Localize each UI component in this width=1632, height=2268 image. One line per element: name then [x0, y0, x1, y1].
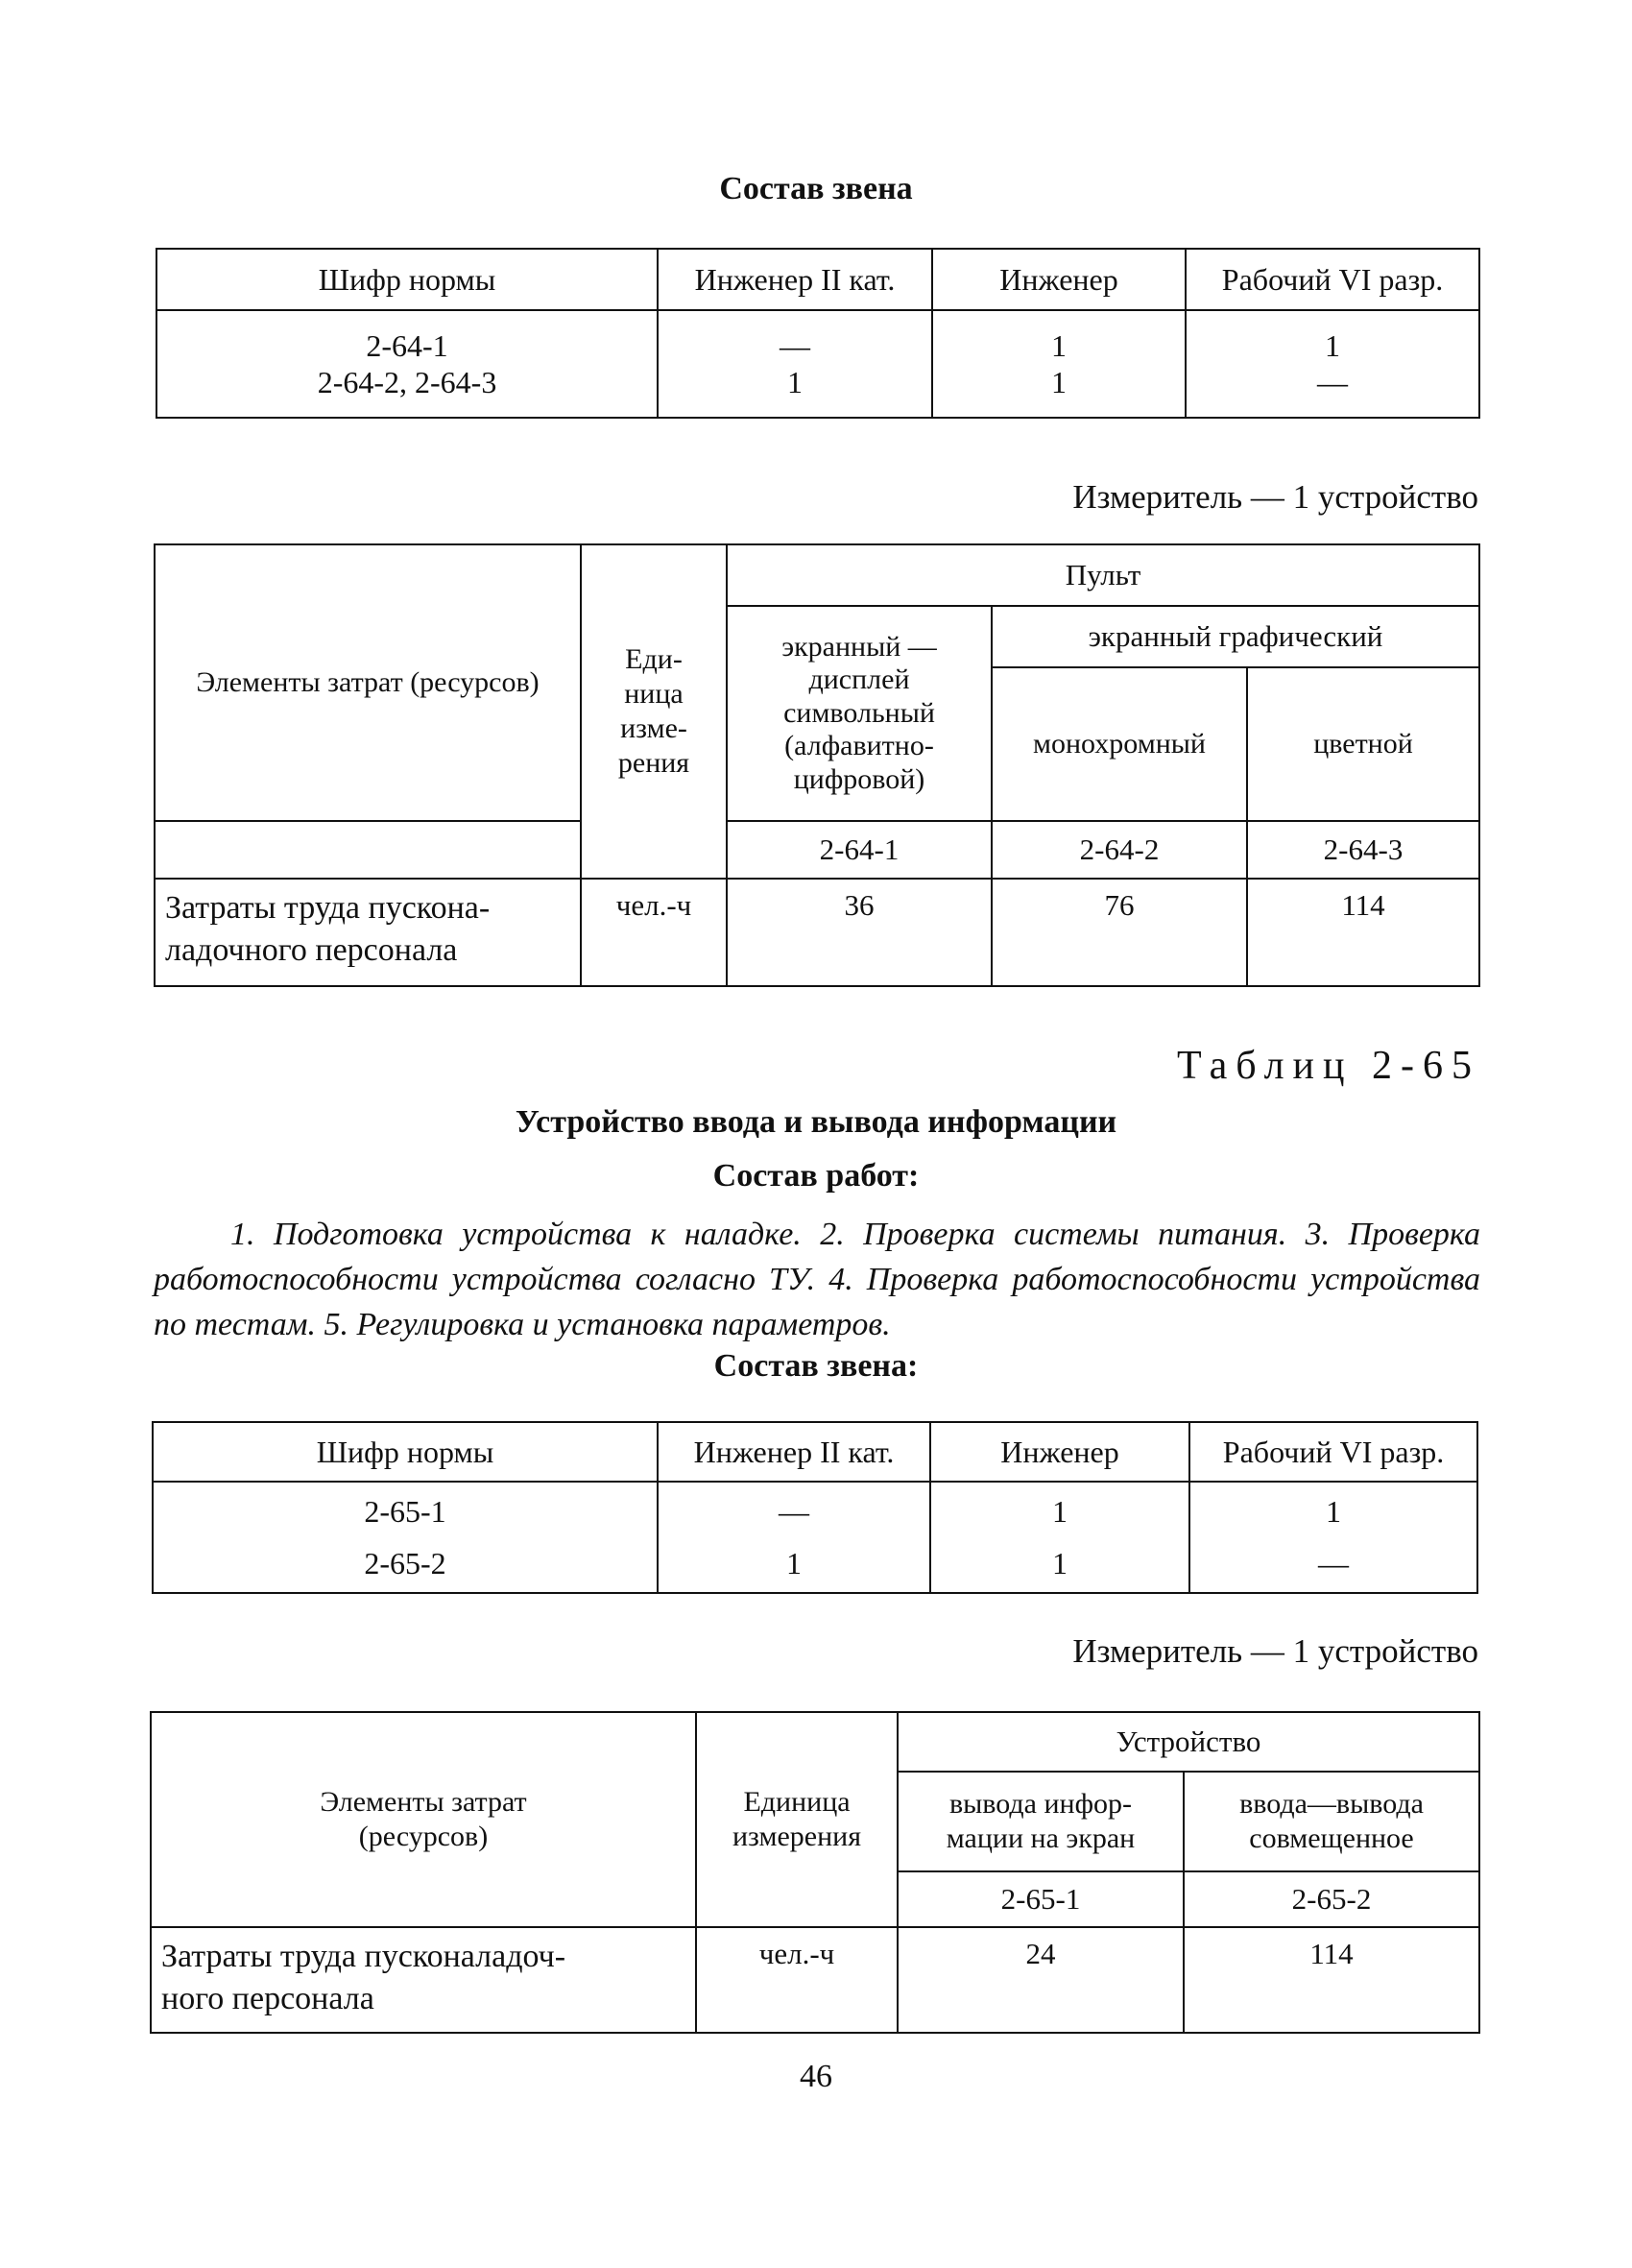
cost-table-2-code: 2-65-1	[898, 1871, 1184, 1927]
crew-table-2-col	[1189, 1482, 1477, 1593]
table-cell: —	[779, 1494, 809, 1529]
cost-table-2-row-value: 114	[1184, 1927, 1479, 2033]
cost-table-1-sub2-group: экранный графический	[992, 606, 1479, 667]
cost-table-1-row-value: 114	[1247, 879, 1479, 986]
crew-table-1-col	[932, 310, 1186, 418]
cost-table-1-code: 2-64-1	[727, 821, 992, 879]
crew-table-2-col	[658, 1482, 930, 1593]
cost-table-2-row-value: 24	[898, 1927, 1184, 2033]
crew-table-2-header: Инженер II кат.	[658, 1422, 930, 1482]
crew-table-2-codes	[153, 1482, 658, 1593]
table-cell: 1	[1052, 1494, 1068, 1529]
cost-table-1-row-unit: чел.-ч	[581, 879, 727, 986]
table-cell: 2-65-2	[364, 1546, 446, 1580]
cost-table-1	[154, 543, 1480, 987]
cost-table-2-col1-header: Элементы затрат (ресурсов)	[151, 1712, 696, 1927]
table-cell: 1	[1326, 1494, 1341, 1529]
cost-table-2-sub1: вывода инфор- мации на экран	[898, 1772, 1184, 1871]
crew-table-2-header: Шифр нормы	[153, 1422, 658, 1482]
cost-table-2-group-header: Устройство	[898, 1712, 1479, 1772]
meter-2: Измеритель — 1 устройство	[1072, 1632, 1478, 1670]
crew-title-2: Состав звена:	[713, 1348, 919, 1384]
crew-table-1-codes	[156, 310, 658, 418]
crew-table-2	[152, 1421, 1478, 1594]
crew-table-1-header: Инженер II кат.	[658, 249, 932, 310]
page-number: 46	[800, 2059, 832, 2094]
cost-table-1-col1-header: Элементы затрат (ресурсов)	[155, 544, 581, 821]
cost-table-1-sub2b: цветной	[1247, 667, 1479, 821]
section-title: Устройство ввода и вывода информации	[515, 1104, 1117, 1140]
table-cell: 2-64-1	[366, 327, 448, 363]
table-cell: —	[1318, 1546, 1349, 1580]
cost-table-1-row-label: Затраты труда пускона- ладочного персонала	[155, 879, 581, 986]
crew-table-2-header: Рабочий VI разр.	[1189, 1422, 1477, 1482]
cost-table-1-empty	[155, 821, 581, 879]
table-cell: 2-64-2, 2-64-3	[317, 365, 497, 399]
cost-table-1-sub2a: монохромный	[992, 667, 1247, 821]
table-cell: 2-65-1	[364, 1494, 446, 1529]
crew-table-1-col	[1186, 310, 1479, 418]
cost-table-2-col2-header: Единица измерения	[696, 1712, 898, 1927]
cost-table-1-code: 2-64-2	[992, 821, 1247, 879]
cost-table-1-row-value: 76	[992, 879, 1247, 986]
crew-table-2-col	[930, 1482, 1189, 1593]
cost-table-2-sub2: ввода—вывода совмещенное	[1184, 1772, 1479, 1871]
table-cell: 1	[1051, 327, 1067, 363]
works-text: 1. Подготовка устройства к наладке. 2. Проверка системы питания. 3. Проверка работоспособности устройства согласно ТУ. 4. Проверка работоспособности устройства по тестам. 5. Регулировка и установка параметров.	[154, 1217, 1480, 1342]
crew-table-1	[156, 248, 1480, 419]
crew-title-1: Состав звена	[719, 171, 913, 206]
cost-table-2-row-unit: чел.-ч	[696, 1927, 898, 2033]
table-cell: 1	[1051, 365, 1067, 399]
crew-table-1-header: Шифр нормы	[156, 249, 658, 310]
cost-table-1-col2-header: Еди- ница изме- рения	[581, 544, 727, 879]
table-cell: 1	[786, 1546, 802, 1580]
table-number: Таблиц 2-65	[1177, 1044, 1480, 1088]
cost-table-2-code: 2-65-2	[1184, 1871, 1479, 1927]
cost-table-2	[150, 1711, 1480, 2034]
table-cell: 1	[1325, 327, 1340, 363]
works-title: Состав работ:	[712, 1158, 920, 1194]
crew-table-1-col	[658, 310, 932, 418]
cost-table-1-sub1: экранный — дисплей символьный (алфавитно- цифровой)	[727, 606, 992, 821]
cost-table-2-row-label: Затраты труда пусконаладоч- ного персонала	[151, 1927, 696, 2033]
table-cell: 1	[787, 365, 803, 399]
crew-table-1-header: Рабочий VI разр.	[1186, 249, 1479, 310]
crew-table-2-header: Инженер	[930, 1422, 1189, 1482]
crew-table-1-header: Инженер	[932, 249, 1186, 310]
cost-table-1-row-value: 36	[727, 879, 992, 986]
table-cell: —	[780, 327, 810, 363]
cost-table-1-group-header: Пульт	[727, 544, 1479, 606]
cost-table-1-code: 2-64-3	[1247, 821, 1479, 879]
meter-1: Измеритель — 1 устройство	[1072, 478, 1478, 516]
table-cell: 1	[1052, 1546, 1068, 1580]
table-cell: —	[1317, 365, 1348, 399]
